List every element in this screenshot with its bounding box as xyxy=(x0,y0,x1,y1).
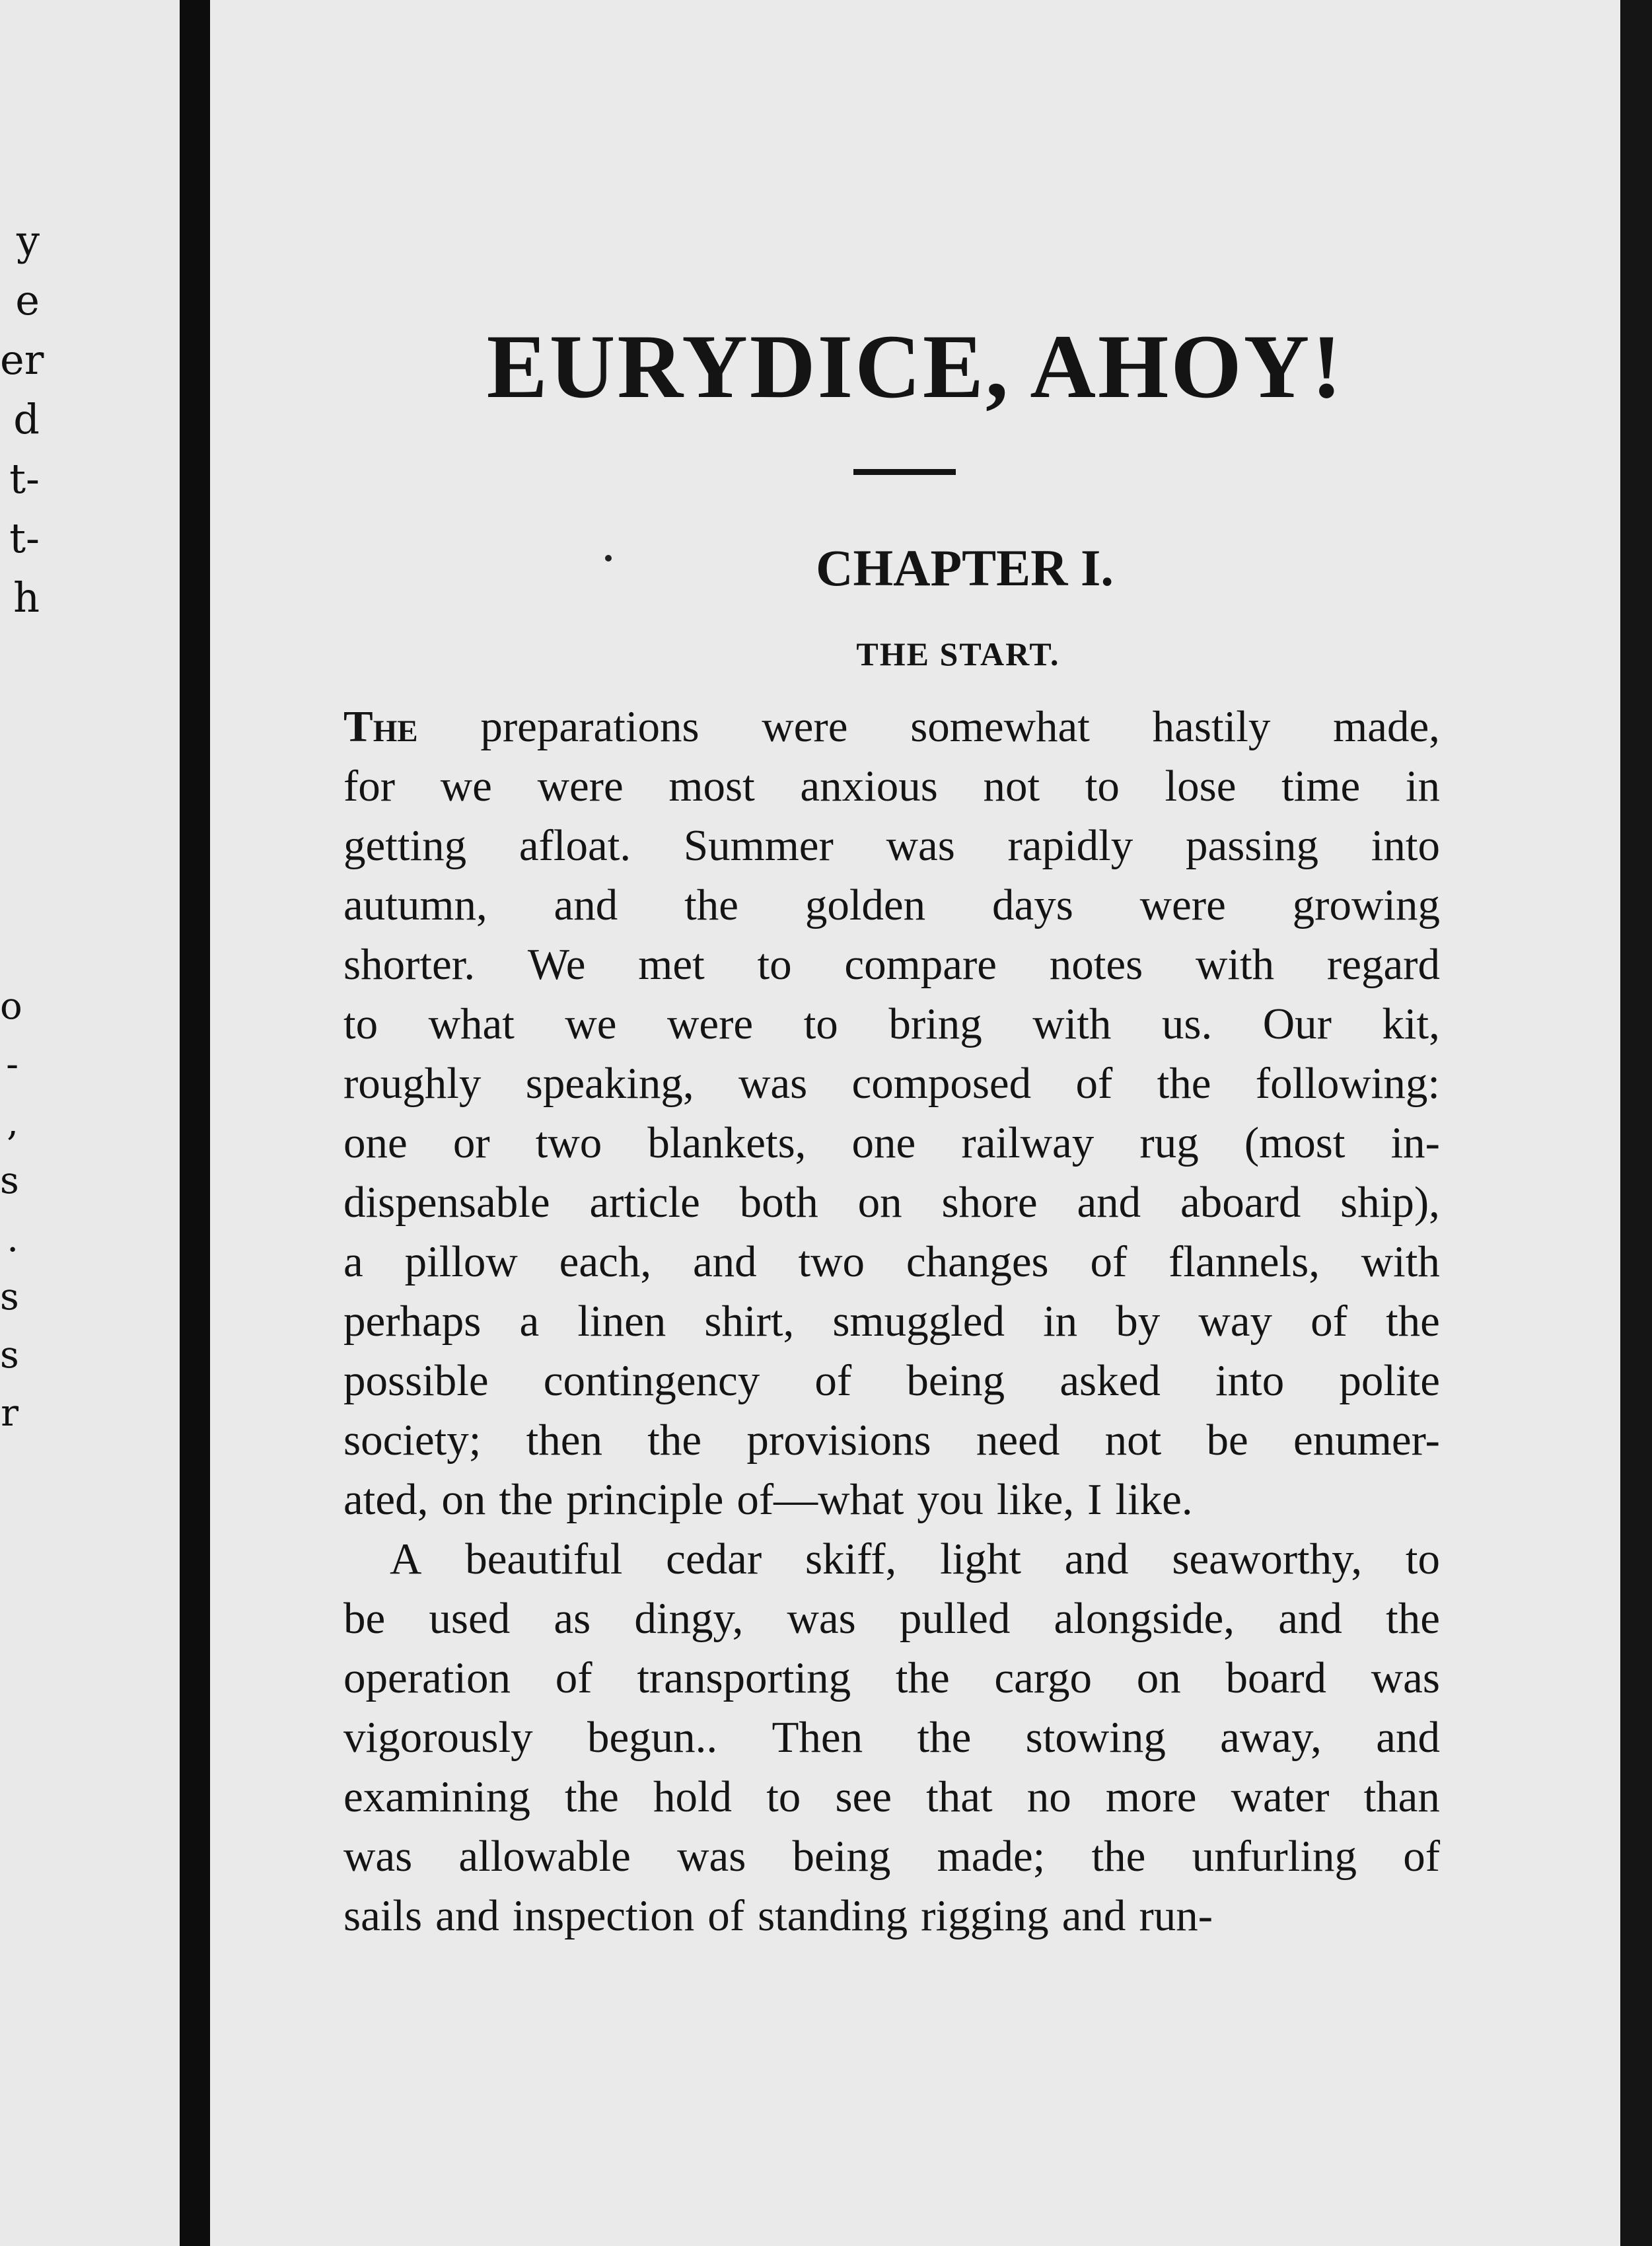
text-line xyxy=(343,756,1440,816)
word: both xyxy=(739,1178,818,1227)
book-gutter xyxy=(180,0,210,2246)
word: hastily xyxy=(1152,702,1271,751)
word: aboard xyxy=(1180,1178,1301,1227)
word: in- xyxy=(1390,1118,1440,1167)
word: then xyxy=(526,1416,603,1465)
word: operation xyxy=(343,1653,511,1702)
word: days xyxy=(992,881,1073,929)
word: principle xyxy=(566,1475,724,1524)
word: to xyxy=(343,999,378,1048)
word: stowing xyxy=(1025,1713,1166,1762)
word: afloat. xyxy=(519,821,631,870)
left-page-fragment: y xyxy=(16,217,40,265)
word: ated, xyxy=(343,1475,429,1524)
word: growing xyxy=(1292,881,1440,929)
word: Summer xyxy=(683,821,834,870)
word: run- xyxy=(1139,1891,1213,1940)
word: dispensable xyxy=(343,1178,550,1227)
word: one xyxy=(851,1118,916,1167)
word: what xyxy=(428,999,515,1048)
word: possible xyxy=(343,1356,489,1405)
word: polite xyxy=(1339,1356,1440,1405)
word: regard xyxy=(1326,940,1440,989)
word: the xyxy=(684,881,738,929)
left-page-fragment: , xyxy=(7,1101,18,1144)
word: was xyxy=(1371,1653,1440,1702)
word: was xyxy=(677,1832,746,1881)
word: light xyxy=(940,1535,1021,1583)
word: the xyxy=(917,1713,972,1762)
word: following: xyxy=(1255,1059,1440,1108)
word: golden xyxy=(805,881,926,929)
word: us. xyxy=(1161,999,1213,1048)
word: pulled xyxy=(899,1594,1011,1643)
word: flannels, xyxy=(1168,1237,1320,1286)
word: be xyxy=(1206,1416,1248,1465)
word: like, xyxy=(996,1475,1075,1524)
word: preparations xyxy=(480,702,700,751)
word: the xyxy=(564,1772,619,1821)
word: cargo xyxy=(994,1653,1092,1702)
word: like. xyxy=(1115,1475,1193,1524)
word: and xyxy=(435,1891,499,1940)
text-line xyxy=(343,935,1440,994)
word: a xyxy=(519,1297,540,1346)
word: we xyxy=(565,999,617,1048)
word: standing xyxy=(758,1891,908,1940)
left-page-fragment: e xyxy=(15,276,40,324)
word: shirt, xyxy=(704,1297,795,1346)
word: linen xyxy=(577,1297,666,1346)
word: ship), xyxy=(1340,1178,1440,1227)
word: by xyxy=(1116,1297,1161,1346)
word: need xyxy=(976,1416,1060,1465)
word: unfurling xyxy=(1192,1832,1357,1881)
word: anxious xyxy=(800,762,938,811)
word: a xyxy=(343,1237,363,1286)
left-page-fragment: r xyxy=(1,1392,18,1435)
word: bring xyxy=(888,999,982,1048)
word: hold xyxy=(653,1772,733,1821)
chapter-heading: CHAPTER I. xyxy=(816,539,1114,597)
word: shore xyxy=(941,1178,1038,1227)
left-page-fragment: s xyxy=(0,1334,19,1377)
word: made; xyxy=(937,1832,1046,1881)
word: I xyxy=(1087,1475,1102,1524)
word: sails xyxy=(343,1891,423,1940)
word: smuggled xyxy=(832,1297,1005,1346)
word: begun.. xyxy=(587,1713,718,1762)
book-title: EURYDICE, AHOY! xyxy=(486,316,1344,417)
word: in xyxy=(1405,762,1440,811)
word: to xyxy=(1085,762,1120,811)
word: of xyxy=(1403,1832,1440,1881)
word: as xyxy=(554,1594,591,1643)
word: Our xyxy=(1262,999,1332,1048)
word: of xyxy=(1090,1237,1128,1286)
word: the xyxy=(647,1416,702,1465)
word: of xyxy=(814,1356,852,1405)
word: met xyxy=(638,940,705,989)
text-line xyxy=(343,1767,1440,1827)
word: on xyxy=(441,1475,486,1524)
word: Then xyxy=(772,1713,863,1762)
word: were xyxy=(667,999,754,1048)
word: on xyxy=(857,1178,902,1227)
word: beautiful xyxy=(465,1535,623,1583)
word: the xyxy=(1091,1832,1146,1881)
word: of xyxy=(1311,1297,1347,1346)
title-rule-divider xyxy=(853,469,956,475)
word: of xyxy=(707,1891,745,1940)
word: roughly xyxy=(343,1059,482,1108)
word: was xyxy=(787,1594,856,1643)
word: inspection xyxy=(512,1891,695,1940)
text-line xyxy=(343,1351,1440,1410)
word: not xyxy=(1104,1416,1162,1465)
word: contingency xyxy=(543,1356,760,1405)
left-page-fragment: o xyxy=(0,985,22,1028)
word: way xyxy=(1198,1297,1273,1346)
word: in xyxy=(1043,1297,1078,1346)
text-line xyxy=(343,1054,1440,1113)
word: being xyxy=(906,1356,1005,1405)
word: lose xyxy=(1165,762,1237,811)
word: railway xyxy=(961,1118,1095,1167)
text-line xyxy=(343,816,1440,875)
word: cedar xyxy=(666,1535,762,1583)
paragraph xyxy=(343,1529,1440,1945)
word: society; xyxy=(343,1416,482,1465)
word: with xyxy=(1032,999,1112,1048)
left-page-fragment: . xyxy=(7,1217,18,1260)
word: most xyxy=(668,762,755,811)
word: and xyxy=(1061,1891,1126,1940)
word: blankets, xyxy=(647,1118,807,1167)
text-line xyxy=(343,1827,1440,1886)
word: of xyxy=(555,1653,593,1702)
word: was xyxy=(738,1059,808,1108)
word: the xyxy=(1386,1297,1440,1346)
text-line xyxy=(343,1113,1440,1173)
word: We xyxy=(527,940,586,989)
word: and xyxy=(692,1237,757,1286)
word: getting xyxy=(343,821,467,870)
word: transporting xyxy=(637,1653,851,1702)
paragraph xyxy=(343,697,1440,1529)
text-line xyxy=(343,1589,1440,1648)
left-page-fragment: er xyxy=(0,336,44,384)
word: was xyxy=(886,821,955,870)
word: enumer- xyxy=(1293,1416,1440,1465)
word: and xyxy=(1064,1535,1129,1583)
word: two xyxy=(798,1237,865,1286)
text-line xyxy=(343,1232,1440,1291)
word: water xyxy=(1231,1772,1330,1821)
text-line xyxy=(343,1173,1440,1232)
chapter-body xyxy=(343,697,1440,1945)
word: board xyxy=(1225,1653,1327,1702)
word: or xyxy=(452,1118,490,1167)
word: see xyxy=(835,1772,892,1821)
text-line xyxy=(343,1708,1440,1767)
word: that xyxy=(926,1772,993,1821)
text-line xyxy=(343,1529,1440,1589)
text-line xyxy=(343,1470,1440,1529)
word: not xyxy=(983,762,1040,811)
word: for xyxy=(343,762,396,811)
word: were xyxy=(1139,881,1226,929)
text-line xyxy=(343,1648,1440,1708)
word: more xyxy=(1105,1772,1197,1821)
word: into xyxy=(1371,821,1440,870)
text-line xyxy=(343,1886,1440,1945)
left-page-fragment: t- xyxy=(9,514,40,562)
word: rapidly xyxy=(1007,821,1133,870)
word: the xyxy=(499,1475,554,1524)
text-line xyxy=(343,994,1440,1054)
word: the xyxy=(895,1653,950,1702)
word: the xyxy=(1157,1059,1211,1108)
word: no xyxy=(1026,1772,1071,1821)
word: be xyxy=(343,1594,386,1643)
word: to xyxy=(1405,1535,1440,1583)
word: into xyxy=(1215,1356,1285,1405)
word: and xyxy=(1376,1713,1440,1762)
word: article xyxy=(589,1178,700,1227)
word: perhaps xyxy=(343,1297,482,1346)
word: were xyxy=(537,762,624,811)
chapter-subtitle: THE START. xyxy=(856,635,1060,672)
word: one xyxy=(343,1118,408,1167)
word: The xyxy=(343,702,418,751)
left-page-fragment: s xyxy=(0,1159,19,1202)
word: rug xyxy=(1139,1118,1199,1167)
word: dingy, xyxy=(634,1594,744,1643)
word: somewhat xyxy=(910,702,1090,751)
word: were xyxy=(762,702,848,751)
left-page-fragment: t- xyxy=(9,454,40,503)
word: A xyxy=(390,1535,422,1583)
word: provisions xyxy=(746,1416,931,1465)
word: examining xyxy=(343,1772,530,1821)
word: of—what xyxy=(736,1475,904,1524)
word: with xyxy=(1196,940,1275,989)
word: passing xyxy=(1186,821,1318,870)
word: to xyxy=(803,999,838,1048)
word: the xyxy=(1386,1594,1440,1643)
word: alongside, xyxy=(1054,1594,1235,1643)
left-page-fragment: d xyxy=(13,395,40,443)
right-page-edge xyxy=(1620,0,1652,2246)
left-page-fragment: - xyxy=(6,1043,18,1086)
word: and xyxy=(1278,1594,1342,1643)
text-line xyxy=(343,875,1440,935)
word: rigging xyxy=(921,1891,1049,1940)
word: (most xyxy=(1244,1118,1346,1167)
word: shorter. xyxy=(343,940,476,989)
word: compare xyxy=(844,940,997,989)
word: autumn, xyxy=(343,881,487,929)
word: than xyxy=(1363,1772,1440,1821)
word: pillow xyxy=(404,1237,518,1286)
left-page-upper-fragments xyxy=(0,211,44,628)
word: notes xyxy=(1049,940,1143,989)
word: made, xyxy=(1333,702,1440,751)
word: you xyxy=(917,1475,984,1524)
word: with xyxy=(1361,1237,1440,1286)
word: used xyxy=(429,1594,511,1643)
word: and xyxy=(554,881,618,929)
left-facing-page xyxy=(0,0,180,2246)
word: skiff, xyxy=(805,1535,897,1583)
word: asked xyxy=(1059,1356,1161,1405)
word: composed xyxy=(851,1059,1032,1108)
word: away, xyxy=(1220,1713,1322,1762)
text-line xyxy=(343,697,1440,756)
word: and xyxy=(1077,1178,1141,1227)
word: seaworthy, xyxy=(1172,1535,1363,1583)
word: to xyxy=(766,1772,801,1821)
word: on xyxy=(1136,1653,1181,1702)
word: speaking, xyxy=(525,1059,694,1108)
text-line xyxy=(343,1291,1440,1351)
word: each, xyxy=(559,1237,652,1286)
word: of xyxy=(1075,1059,1113,1108)
word: we xyxy=(440,762,492,811)
word: kit, xyxy=(1382,999,1440,1048)
word: to xyxy=(757,940,792,989)
word: being xyxy=(792,1832,891,1881)
word: vigorously xyxy=(343,1713,533,1762)
word: time xyxy=(1281,762,1361,811)
word: allowable xyxy=(458,1832,631,1881)
word: changes xyxy=(906,1237,1049,1286)
left-page-fragment: h xyxy=(13,573,40,622)
word: two xyxy=(535,1118,602,1167)
left-page-lower-fragments xyxy=(0,978,22,1443)
left-page-fragment: s xyxy=(0,1276,19,1319)
word: was xyxy=(343,1832,413,1881)
text-line xyxy=(343,1410,1440,1470)
